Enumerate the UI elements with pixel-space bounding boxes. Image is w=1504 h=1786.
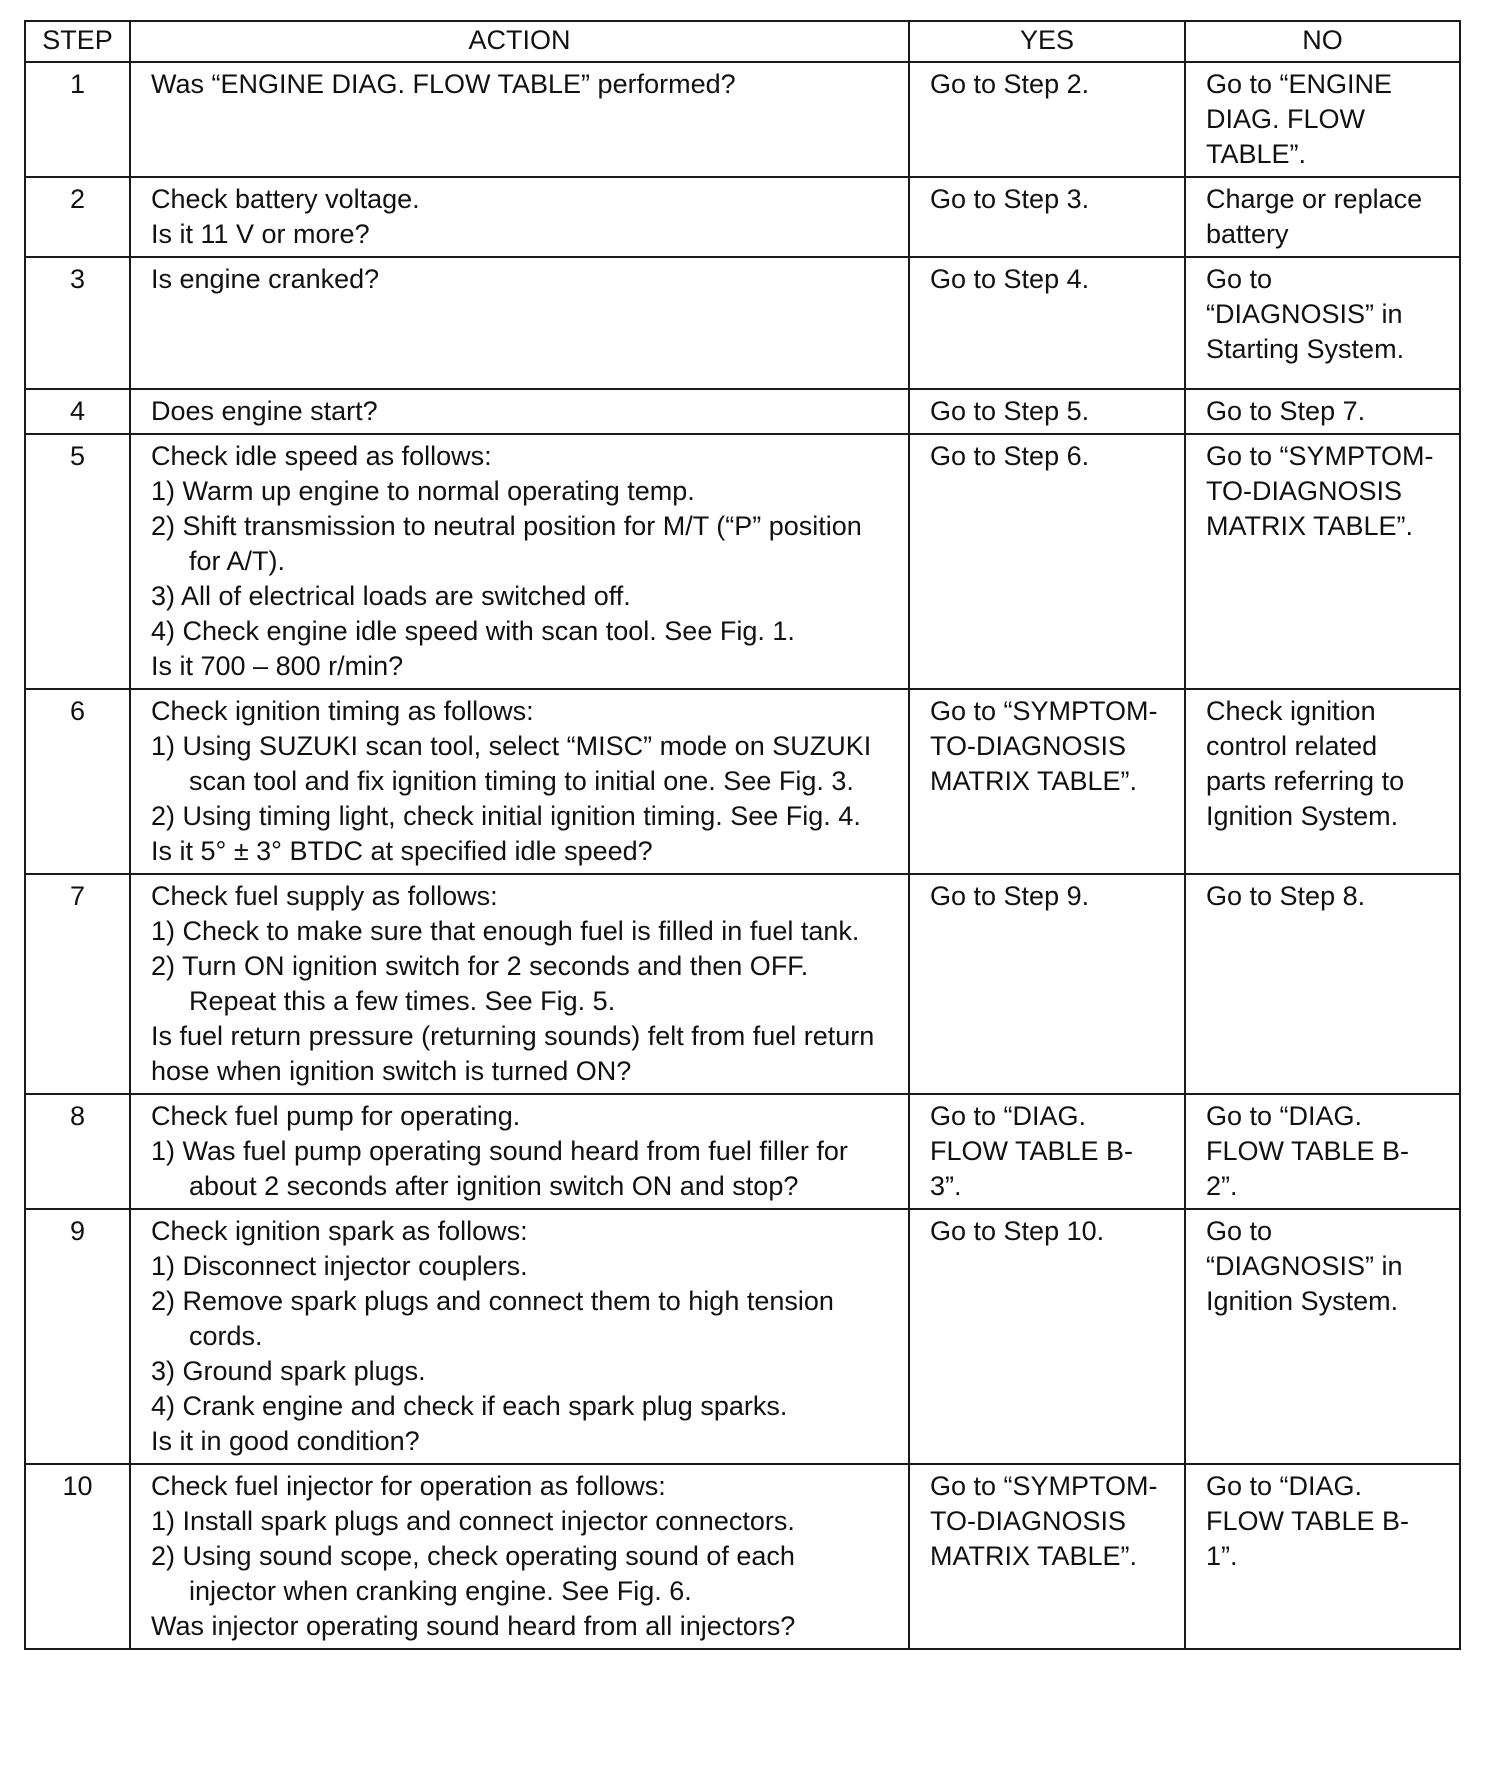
action-intro: Check ignition spark as follows: [151,1216,528,1246]
action-step-item: 2) Using timing light, check initial ignition timing. See Fig. 4. [151,801,861,831]
action-step-item: 2) Turn ON ignition switch for 2 seconds and then OFF. Repeat this a few times. See Fig. 5. [151,951,809,1016]
action-step-item: 2) Using sound scope, check operating sound of each injector when cranking engine. See Fig. 6. [151,1541,795,1606]
step-number: 1 [25,62,130,177]
action-intro: Check fuel supply as follows: [151,881,498,911]
diagnostic-flow-table [24,20,1461,1650]
action-cell [130,874,909,1094]
action-intro: Check idle speed as follows: [151,441,492,471]
action-step-item: 2) Remove spark plugs and connect them to high tension cords. [151,1286,834,1351]
action-step-item: 4) Check engine idle speed with scan tool. See Fig. 1. [151,616,795,646]
no-cell: Go to “ENGINE DIAG. FLOW TABLE”. [1185,62,1460,177]
step-number: 7 [25,874,130,1094]
step-number: 3 [25,257,130,389]
yes-cell: Go to “DIAG. FLOW TABLE B-3”. [909,1094,1185,1209]
action-intro: Was “ENGINE DIAG. FLOW TABLE” performed? [151,69,736,99]
header-step: STEP [25,21,130,62]
action-cell [130,257,909,389]
action-step-item: 1) Warm up engine to normal operating temp. [151,476,695,506]
action-intro: Check battery voltage. [151,184,420,214]
table-row [25,689,1460,874]
action-question: Is it 11 V or more? [151,219,370,249]
no-cell: Go to “DIAGNOSIS” in Ignition System. [1185,1209,1460,1464]
action-cell [130,689,909,874]
action-step-item: 1) Using SUZUKI scan tool, select “MISC” mode on SUZUKI scan tool and fix ignition timing to initial one. See Fig. 3. [151,731,872,796]
table-row [25,1094,1460,1209]
action-cell [130,434,909,689]
action-cell [130,389,909,434]
table-row [25,389,1460,434]
yes-cell: Go to Step 10. [909,1209,1185,1464]
action-step-item: 1) Install spark plugs and connect injector connectors. [151,1506,795,1536]
action-step-item: 3) Ground spark plugs. [151,1356,426,1386]
step-number: 5 [25,434,130,689]
table-row [25,874,1460,1094]
action-cell [130,62,909,177]
action-intro: Check fuel injector for operation as follows: [151,1471,666,1501]
action-intro: Check ignition timing as follows: [151,696,534,726]
action-question: Is it in good condition? [151,1426,420,1456]
no-cell: Go to Step 8. [1185,874,1460,1094]
table-row [25,177,1460,257]
yes-cell: Go to Step 5. [909,389,1185,434]
yes-cell: Go to “SYMPTOM-TO-DIAGNOSIS MATRIX TABLE”. [909,1464,1185,1649]
no-cell: Go to Step 7. [1185,389,1460,434]
action-question: Was injector operating sound heard from all injectors? [151,1611,796,1641]
table-header-row [25,21,1460,62]
table-row [25,257,1460,389]
table-row [25,62,1460,177]
yes-cell: Go to Step 6. [909,434,1185,689]
action-intro: Does engine start? [151,396,378,426]
action-cell [130,1464,909,1649]
action-question: Is it 5° ± 3° BTDC at specified idle speed? [151,836,653,866]
yes-cell: Go to Step 4. [909,257,1185,389]
table-row [25,434,1460,689]
yes-cell: Go to Step 3. [909,177,1185,257]
no-cell: Go to “DIAG. FLOW TABLE B-1”. [1185,1464,1460,1649]
header-yes: YES [909,21,1185,62]
step-number: 2 [25,177,130,257]
yes-cell: Go to “SYMPTOM-TO-DIAGNOSIS MATRIX TABLE”. [909,689,1185,874]
action-step-item: 1) Disconnect injector couplers. [151,1251,528,1281]
table-row [25,1209,1460,1464]
no-cell: Go to “SYMPTOM-TO-DIAGNOSIS MATRIX TABLE”. [1185,434,1460,689]
action-question: Is fuel return pressure (returning sounds) felt from fuel return hose when ignition switch is turned ON? [151,1021,875,1086]
yes-cell: Go to Step 2. [909,62,1185,177]
no-cell: Go to “DIAGNOSIS” in Starting System. [1185,257,1460,389]
action-step-item: 1) Check to make sure that enough fuel is filled in fuel tank. [151,916,860,946]
yes-cell: Go to Step 9. [909,874,1185,1094]
action-intro: Is engine cranked? [151,264,380,294]
action-cell [130,1209,909,1464]
step-number: 9 [25,1209,130,1464]
no-cell: Go to “DIAG. FLOW TABLE B-2”. [1185,1094,1460,1209]
step-number: 4 [25,389,130,434]
action-step-item: 1) Was fuel pump operating sound heard from fuel filler for about 2 seconds after ignition switch ON and stop? [151,1136,848,1201]
action-step-item: 2) Shift transmission to neutral position for M/T (“P” position for A/T). [151,511,862,576]
action-step-item: 3) All of electrical loads are switched off. [151,581,631,611]
action-step-item: 4) Crank engine and check if each spark plug sparks. [151,1391,788,1421]
header-action: ACTION [130,21,909,62]
step-number: 8 [25,1094,130,1209]
action-cell [130,1094,909,1209]
action-cell [130,177,909,257]
no-cell: Charge or replace battery [1185,177,1460,257]
header-no: NO [1185,21,1460,62]
action-intro: Check fuel pump for operating. [151,1101,521,1131]
action-question: Is it 700 – 800 r/min? [151,651,404,681]
step-number: 6 [25,689,130,874]
step-number: 10 [25,1464,130,1649]
table-row [25,1464,1460,1649]
no-cell: Check ignition control related parts referring to Ignition System. [1185,689,1460,874]
